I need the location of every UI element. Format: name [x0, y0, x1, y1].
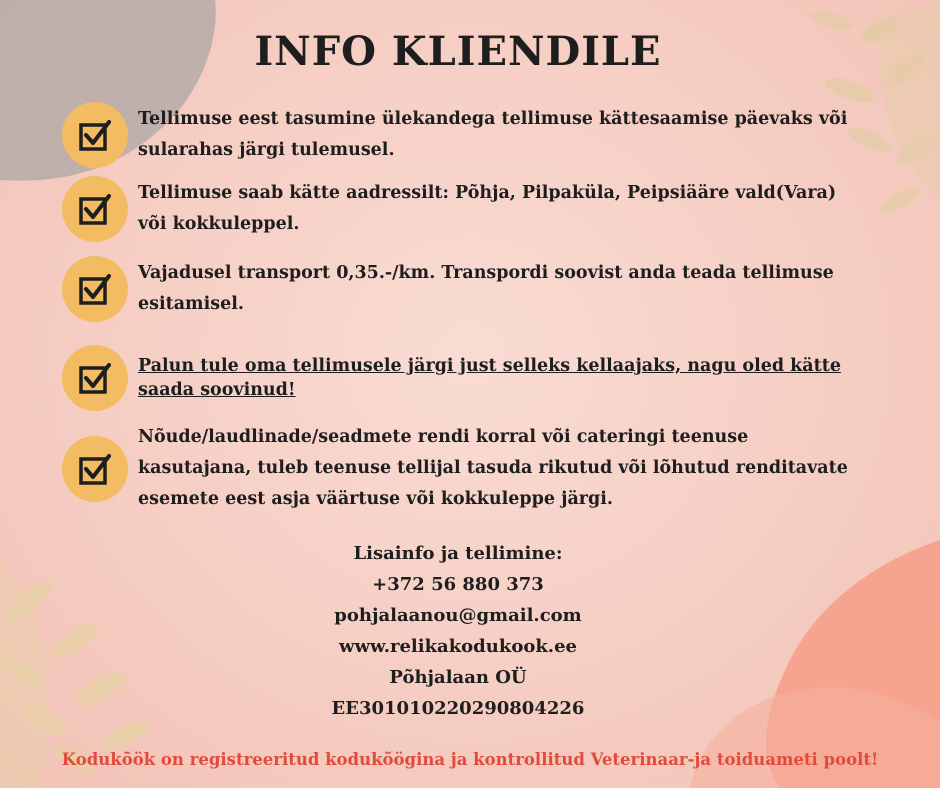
- info-item-text: Palun tule oma tellimusele järgi just selleks kellaajaks, nagu oled kätte saada soovinud!: [138, 356, 841, 400]
- contact-company: Põhjalaan OÜ: [389, 667, 527, 688]
- contact-heading: Lisainfo ja tellimine:: [353, 543, 563, 564]
- contact-block: [0, 538, 916, 724]
- checkbox-icon: [62, 176, 128, 242]
- info-item-text: Vajadusel transport 0,35.-/km. Transpordi soovist anda teada tellimuse esitamisel.: [138, 263, 834, 314]
- contact-email: pohjalaanou@gmail.com: [334, 605, 582, 626]
- page-title: INFO KLIENDILE: [254, 28, 662, 75]
- contact-website: www.relikakodukook.ee: [339, 636, 577, 657]
- info-item: [62, 256, 852, 322]
- info-item-text: Tellimuse eest tasumine ülekandega tellimuse kättesaamise päevaks või sularahas järgi tulemusel.: [138, 109, 848, 160]
- checkbox-icon: [62, 256, 128, 322]
- info-item: [62, 345, 852, 411]
- info-item-text: Tellimuse saab kätte aadressilt: Põhja, Pilpaküla, Peipsiääre vald(Vara) või kokkuleppel.: [138, 183, 837, 234]
- contact-iban: EE301010220290804226: [331, 698, 585, 719]
- info-item: [62, 102, 852, 168]
- checkbox-icon: [62, 345, 128, 411]
- checkbox-icon: [62, 436, 128, 502]
- contact-phone: +372 56 880 373: [372, 574, 544, 595]
- info-item: [62, 176, 852, 242]
- checkbox-icon: [62, 102, 128, 168]
- footer-notice: Kodukõök on registreeritud kodukõögina ja kontrollitud Veterinaar-ja toiduameti poolt!: [61, 750, 879, 769]
- info-item-text: Nõude/laudlinade/seadmete rendi korral või cateringi teenuse kasutajana, tuleb teenuse tellijal tasuda rikutud või lõhutud renditavate esemete eest asja väärtuse või kokkuleppe järgi.: [138, 427, 848, 509]
- info-item: [62, 422, 852, 515]
